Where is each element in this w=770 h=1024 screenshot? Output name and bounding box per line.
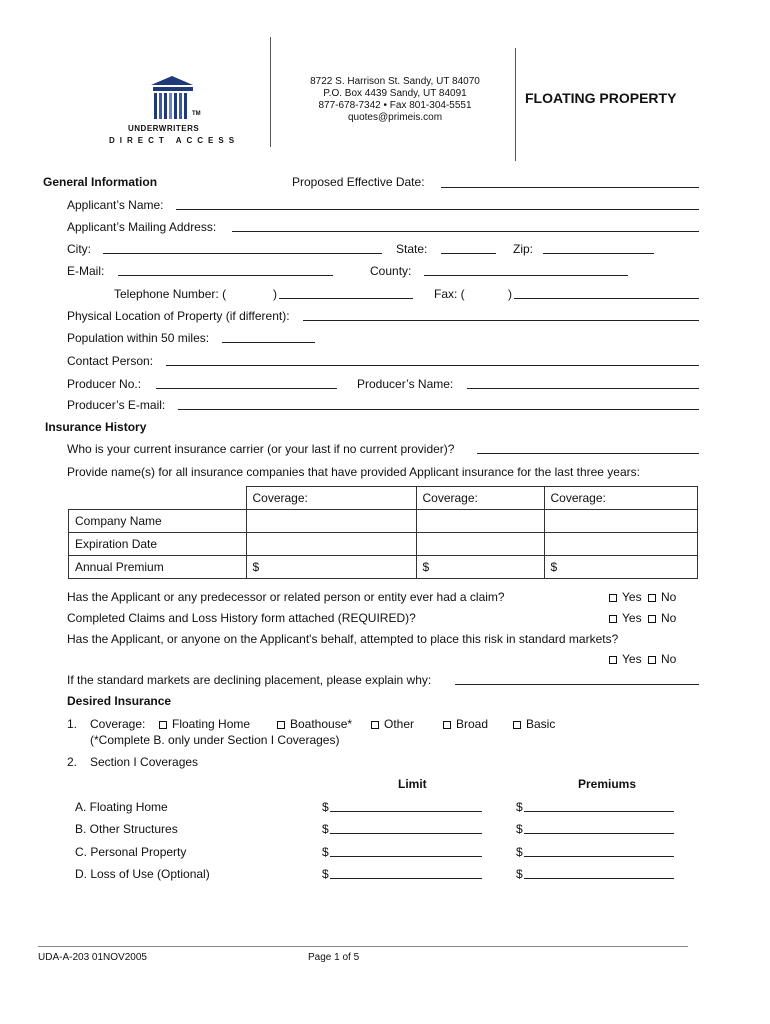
premium-dollar-sign: $ (516, 867, 523, 881)
fax-label: Fax: ( (434, 287, 465, 301)
table-cell[interactable] (246, 533, 416, 556)
physical-location-field[interactable] (303, 320, 699, 321)
table-header-cell (69, 487, 247, 510)
header-divider-left (270, 37, 271, 147)
claims-form-question: Completed Claims and Loss History form attached (REQUIRED)? (67, 611, 416, 625)
coverage-a-label: A. Floating Home (75, 800, 168, 814)
address-line: 877-678-7342 • Fax 801-304-5551 (318, 100, 472, 111)
insurance-history-table (68, 486, 698, 579)
standard-markets-question: Has the Applicant, or anyone on the Applicant's behalf, attempted to place this risk in standard markets? (67, 632, 619, 646)
producer-email-field[interactable] (178, 409, 699, 410)
population-field[interactable] (222, 342, 315, 343)
table-row (69, 510, 698, 533)
form-id: UDA-A-203 01NOV2005 (38, 952, 147, 963)
desired-insurance-heading: Desired Insurance (67, 694, 172, 708)
table-cell[interactable]: $ (416, 556, 544, 579)
no-label: No (661, 590, 677, 604)
county-field[interactable] (424, 275, 628, 276)
applicant-name-field[interactable] (176, 209, 699, 210)
checkbox-icon[interactable] (159, 721, 167, 729)
premium-dollar-sign: $ (516, 800, 523, 814)
floating-home-option[interactable] (159, 717, 250, 731)
no-label: No (661, 611, 677, 625)
premium-dollar-sign: $ (516, 845, 523, 859)
zip-label: Zip: (513, 242, 534, 256)
checkbox-icon[interactable] (648, 615, 656, 623)
producer-no-field[interactable] (156, 388, 337, 389)
claims-form-no-option[interactable] (648, 611, 676, 625)
coverage-a-premium-field[interactable] (524, 811, 674, 812)
explain-field[interactable] (455, 684, 699, 685)
table-row (69, 533, 698, 556)
table-cell[interactable] (544, 510, 698, 533)
checkbox-icon[interactable] (609, 594, 617, 602)
producer-no-label: Producer No.: (67, 377, 142, 391)
no-label: No (661, 652, 677, 666)
producer-name-field[interactable] (467, 388, 699, 389)
email-label: E-Mail: (67, 264, 105, 278)
table-cell[interactable]: $ (246, 556, 416, 579)
yes-label: Yes (622, 590, 642, 604)
basic-option[interactable] (513, 717, 555, 731)
county-label: County: (370, 264, 412, 278)
row-label-annual-premium: Annual Premium (69, 556, 247, 579)
form-title: FLOATING PROPERTY (525, 90, 677, 106)
section-1-coverages-label: Section I Coverages (90, 755, 199, 769)
telephone-field[interactable] (279, 298, 413, 299)
checkbox-icon[interactable] (277, 721, 285, 729)
limit-dollar-sign: $ (322, 822, 329, 836)
option-label: Basic (526, 717, 556, 731)
checkbox-icon[interactable] (609, 656, 617, 664)
limit-dollar-sign: $ (322, 800, 329, 814)
option-label: Broad (456, 717, 489, 731)
checkbox-icon[interactable] (648, 656, 656, 664)
coverage-c-premium-field[interactable] (524, 856, 674, 857)
provide-names-instruction: Provide name(s) for all insurance companies that have provided Applicant insurance for the last three years: (67, 465, 640, 479)
mailing-address-field[interactable] (232, 231, 699, 232)
current-carrier-field[interactable] (477, 453, 699, 454)
mailing-address-label: Applicant’s Mailing Address: (67, 220, 217, 234)
coverage-d-label: D. Loss of Use (Optional) (75, 867, 210, 881)
table-cell[interactable] (544, 533, 698, 556)
coverage-c-limit-field[interactable] (330, 856, 482, 857)
header-divider-right (515, 48, 516, 161)
yes-label: Yes (622, 611, 642, 625)
standard-markets-no-option[interactable] (648, 652, 676, 666)
coverage-b-premium-field[interactable] (524, 833, 674, 834)
logo-tm: TM (192, 111, 201, 117)
producer-email-label: Producer’s E-mail: (67, 398, 166, 412)
columns-logo-icon (108, 73, 243, 123)
coverage-label: Coverage: (90, 717, 146, 731)
table-header-cell: Coverage: (544, 487, 698, 510)
premiums-header: Premiums (578, 777, 637, 791)
checkbox-icon[interactable] (609, 615, 617, 623)
item-1-number: 1. (67, 717, 78, 731)
table-cell[interactable] (416, 533, 544, 556)
limit-dollar-sign: $ (322, 867, 329, 881)
checkbox-icon[interactable] (513, 721, 521, 729)
claims-form-yes-option[interactable] (609, 611, 642, 625)
address-line: 8722 S. Harrison St. Sandy, UT 84070 (310, 76, 480, 87)
checkbox-icon[interactable] (648, 594, 656, 602)
address-line: P.O. Box 4439 Sandy, UT 84091 (323, 88, 467, 99)
explain-label: If the standard markets are declining placement, please explain why: (67, 673, 432, 687)
effective-date-field[interactable] (441, 187, 699, 188)
standard-markets-yes-option[interactable] (609, 652, 642, 666)
yes-label: Yes (622, 652, 642, 666)
population-label: Population within 50 miles: (67, 331, 210, 345)
city-field[interactable] (103, 253, 382, 254)
contact-person-field[interactable] (166, 365, 699, 366)
row-label-expiration-date: Expiration Date (69, 533, 247, 556)
boathouse-option[interactable] (277, 717, 352, 731)
telephone-close-paren: ) (273, 287, 277, 301)
row-label-company-name: Company Name (69, 510, 247, 533)
table-cell[interactable]: $ (544, 556, 698, 579)
limit-dollar-sign: $ (322, 845, 329, 859)
table-header-cell: Coverage: (246, 487, 416, 510)
fax-field[interactable] (514, 298, 699, 299)
current-carrier-question: Who is your current insurance carrier (or your last if no current provider)? (67, 442, 455, 456)
table-cell[interactable] (246, 510, 416, 533)
limit-header: Limit (398, 777, 427, 791)
physical-location-label: Physical Location of Property (if different): (67, 309, 290, 323)
checkbox-icon[interactable] (371, 721, 379, 729)
table-row (69, 556, 698, 579)
other-option[interactable] (371, 717, 414, 731)
address-line: quotes@primeis.com (347, 112, 443, 123)
state-field[interactable] (441, 253, 496, 254)
email-field[interactable] (118, 275, 333, 276)
insurance-history-heading: Insurance History (45, 420, 147, 434)
effective-date-label: Proposed Effective Date: (292, 175, 425, 189)
option-label: Boathouse* (290, 717, 353, 731)
company-address (285, 76, 505, 124)
company-logo (108, 73, 243, 148)
claim-yes-option[interactable] (609, 590, 642, 604)
page-number: Page 1 of 5 (308, 952, 360, 963)
option-label: Floating Home (172, 717, 251, 731)
table-header-row (69, 487, 698, 510)
table-cell[interactable] (416, 510, 544, 533)
coverage-d-limit-field[interactable] (330, 878, 482, 879)
footer-rule (38, 946, 688, 947)
general-information-heading: General Information (43, 175, 158, 189)
logo-direct-access: DIRECT ACCESS (109, 136, 240, 145)
coverage-a-limit-field[interactable] (330, 811, 482, 812)
telephone-label: Telephone Number: ( (114, 287, 227, 301)
zip-field[interactable] (543, 253, 654, 254)
broad-option[interactable] (443, 717, 488, 731)
city-label: City: (67, 242, 91, 256)
option-label: Other (384, 717, 415, 731)
claim-no-option[interactable] (648, 590, 676, 604)
coverage-c-label: C. Personal Property (75, 845, 187, 859)
coverage-d-premium-field[interactable] (524, 878, 674, 879)
coverage-b-limit-field[interactable] (330, 833, 482, 834)
coverage-b-label: B. Other Structures (75, 822, 178, 836)
claim-question: Has the Applicant or any predecessor or related person or entity ever had a claim? (67, 590, 505, 604)
logo-underwriters: UNDERWRITERS (128, 124, 200, 133)
producer-name-label: Producer’s Name: (357, 377, 454, 391)
table-header-cell: Coverage: (416, 487, 544, 510)
premium-dollar-sign: $ (516, 822, 523, 836)
contact-person-label: Contact Person: (67, 354, 154, 368)
applicant-name-label: Applicant’s Name: (67, 198, 164, 212)
state-label: State: (396, 242, 428, 256)
item-2-number: 2. (67, 755, 78, 769)
coverage-note: (*Complete B. only under Section I Coverages) (90, 733, 340, 747)
checkbox-icon[interactable] (443, 721, 451, 729)
fax-close-paren: ) (508, 287, 512, 301)
